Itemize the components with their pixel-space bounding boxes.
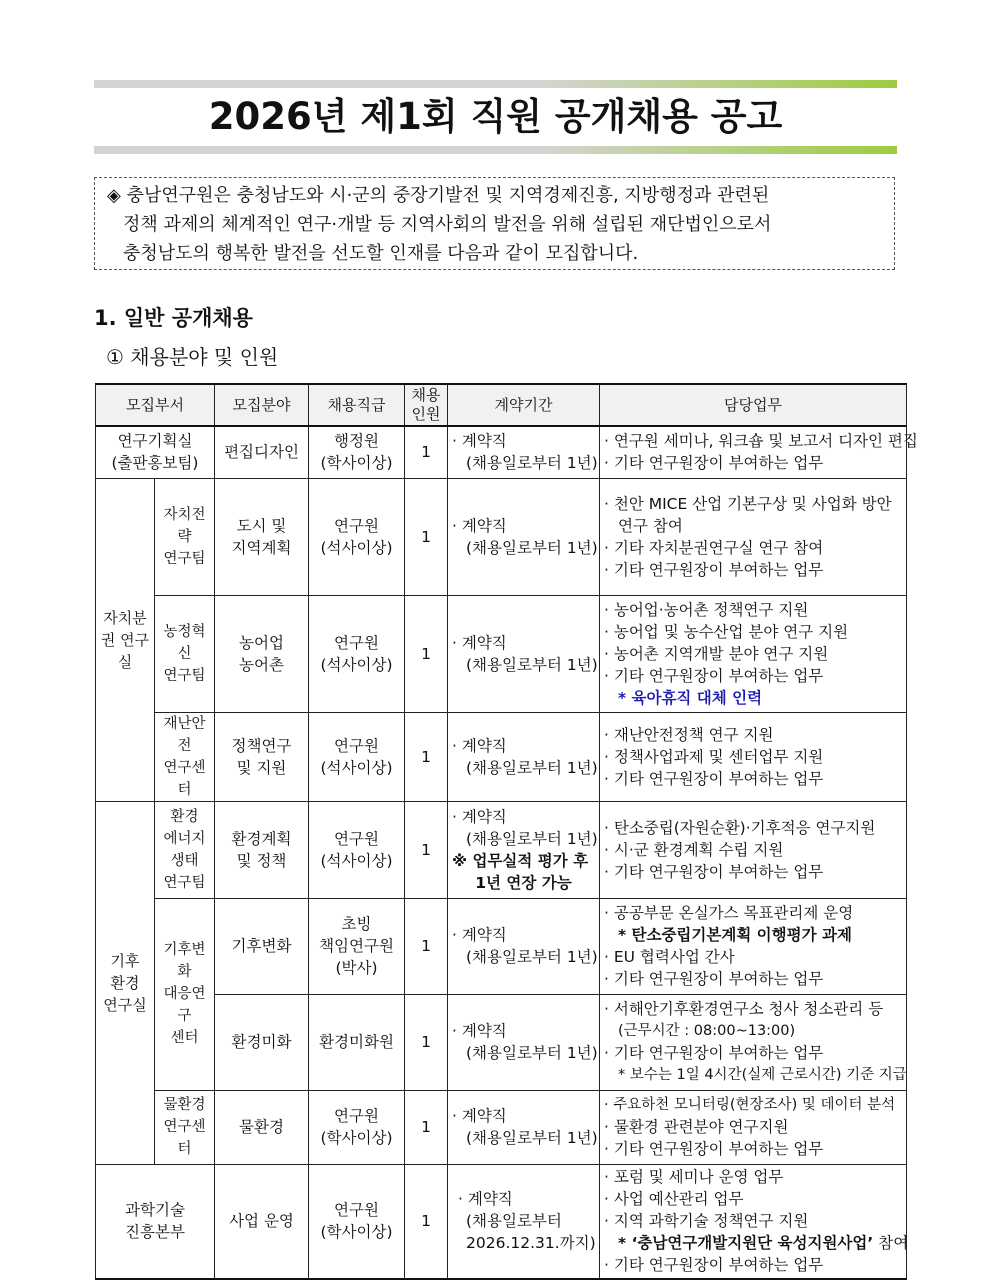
duty-cell <box>600 595 907 712</box>
team-line: 기후변화 <box>163 942 206 980</box>
duty-line: · 시·군 환경계획 수립 지원 <box>604 840 784 859</box>
duty-line: · 기타 연구원장이 부여하는 업무 <box>604 454 824 473</box>
duty-cell <box>600 801 907 898</box>
duty-line: · 기타 연구원장이 부여하는 업무 <box>604 1256 824 1275</box>
duty-line: · 탄소중립(자원순환)·기후적응 연구지원 <box>604 818 876 837</box>
team-line: 센터 <box>170 1030 199 1046</box>
team-line: 연구센터 <box>163 759 206 798</box>
duty-cell <box>600 426 918 478</box>
period-line: (채용일로부터 1년) <box>466 538 598 557</box>
duty-cell <box>600 994 907 1090</box>
count-cell: 1 <box>405 478 448 595</box>
team-line: 자치전략 <box>163 506 206 545</box>
field-cell: 편집디자인 <box>215 426 309 478</box>
duty-cell <box>600 898 907 994</box>
count-cell: 1 <box>405 1164 448 1279</box>
period-cell <box>448 595 600 712</box>
intro-box <box>94 177 895 270</box>
duty-line: · 지역 과학기술 정책연구 지원 <box>604 1212 809 1231</box>
field-cell: 물환경 <box>215 1090 309 1164</box>
duty-note: * 보수는 1일 4시간(실제 근로시간) 기준 지급 <box>618 1067 907 1083</box>
team-line: 농정혁신 <box>163 623 206 662</box>
header-period: 계약기간 <box>448 384 600 426</box>
duty-note-tail: 참여 <box>878 1234 909 1253</box>
duty-cell <box>600 712 907 801</box>
duty-line: · 농어업 및 농수산업 분야 연구 지원 <box>604 622 849 641</box>
period-line: · 계약직 <box>452 807 507 826</box>
intro-line: 충청남도의 행복한 발전을 선도할 인재를 다음과 같이 모집합니다. <box>123 243 639 264</box>
team-line: 연구팀 <box>163 874 206 891</box>
duty-line: · 기타 연구원장이 부여하는 업무 <box>604 666 824 685</box>
period-line: (채용일로부터 1년) <box>466 948 598 966</box>
table-row <box>96 801 907 898</box>
team-cell <box>155 801 215 898</box>
duty-line: · 기타 연구원장이 부여하는 업무 <box>604 862 824 881</box>
header-count-line: 채용 <box>411 386 441 404</box>
period-line: (채용일로부터 1년) <box>466 1044 598 1062</box>
table-header-row <box>96 384 907 426</box>
rank-line: 연구원 <box>334 633 379 652</box>
duty-line: 연구 참여 <box>618 516 683 535</box>
period-line: 2026.12.31.까지) <box>466 1234 596 1253</box>
title-bottom-bar <box>94 146 897 154</box>
period-cell <box>448 801 600 898</box>
count-cell: 1 <box>405 994 448 1090</box>
dept-line: 진흥본부 <box>125 1223 185 1242</box>
table-row <box>96 898 907 994</box>
duty-line: · 물환경 관련분야 연구지원 <box>604 1118 789 1136</box>
period-cell <box>448 478 600 595</box>
group-line: 환경 <box>110 973 140 992</box>
subsection-heading: ① 채용분야 및 인원 <box>106 345 279 369</box>
duty-note <box>604 1232 909 1254</box>
field-line: 정책연구 <box>231 736 292 755</box>
rank-line: 연구원 <box>334 736 379 755</box>
team-cell <box>155 898 215 1090</box>
rank-line: (석사이상) <box>320 538 393 557</box>
field-line: 농어촌 <box>239 655 284 674</box>
header-count <box>405 384 448 426</box>
period-cell <box>448 426 600 478</box>
count-cell: 1 <box>405 426 448 478</box>
period-cell <box>448 1164 600 1279</box>
duty-line: · 기타 연구원장이 부여하는 업무 <box>604 970 824 988</box>
rank-cell <box>309 712 405 801</box>
dept-cell <box>96 426 215 478</box>
header-dept: 모집부서 <box>96 384 215 426</box>
team-line: 대응연구 <box>163 986 206 1024</box>
period-note: 1년 연장 가능 <box>475 873 572 892</box>
team-cell <box>155 712 215 801</box>
duty-line: · 정책사업과제 및 센터업무 지원 <box>604 747 824 766</box>
page-title: 2026년 제1회 직원 공개채용 공고 <box>208 95 783 138</box>
count-cell: 1 <box>405 712 448 801</box>
field-cell <box>215 595 309 712</box>
group-cell <box>96 801 155 1164</box>
dept-cell <box>96 1164 215 1279</box>
rank-cell <box>309 595 405 712</box>
rank-line: (석사이상) <box>320 758 393 777</box>
dept-line: 연구기획실 <box>117 432 193 451</box>
rank-cell <box>309 1090 405 1164</box>
duty-cell <box>600 1164 907 1279</box>
rank-line: (박사) <box>335 959 378 977</box>
field-line: 환경계획 <box>231 829 292 848</box>
duty-line: · 주요하천 모니터링(현장조사) 및 데이터 분석 <box>604 1097 896 1113</box>
recruitment-table <box>95 383 918 1280</box>
duty-line: · 사업 예산관리 업무 <box>604 1190 744 1209</box>
duty-line: · 기타 연구원장이 부여하는 업무 <box>604 1140 824 1158</box>
period-line: · 계약직 <box>458 1190 513 1209</box>
header-field: 모집분야 <box>215 384 309 426</box>
count-cell: 1 <box>405 801 448 898</box>
duty-cell <box>600 478 907 595</box>
group-line: 기후 <box>110 951 140 970</box>
period-line: (채용일로부터 1년) <box>466 655 598 674</box>
team-line: 환경 <box>170 808 199 825</box>
period-line: · 계약직 <box>452 926 507 944</box>
rank-line: (학사이상) <box>320 1223 393 1242</box>
period-line: · 계약직 <box>452 432 507 451</box>
title-top-bar <box>94 80 897 88</box>
team-line: 에너지 <box>163 830 206 847</box>
count-cell: 1 <box>405 595 448 712</box>
period-line: · 계약직 <box>452 516 507 535</box>
period-cell <box>448 994 600 1090</box>
rank-cell <box>309 1164 405 1279</box>
team-cell <box>155 1090 215 1164</box>
table-row <box>96 994 907 1090</box>
dept-line: 과학기술 <box>125 1201 185 1220</box>
period-line: (채용일로부터 <box>466 1212 562 1231</box>
table-row <box>96 1090 907 1164</box>
field-line: 도시 및 <box>236 516 287 535</box>
rank-line: (석사이상) <box>320 655 393 674</box>
field-cell: 기후변화 <box>215 898 309 994</box>
team-line: 재난안전 <box>163 715 206 754</box>
rank-line: 행정원 <box>334 432 379 451</box>
field-cell <box>215 712 309 801</box>
duty-line: · 재난안전정책 연구 지원 <box>604 725 774 744</box>
period-line: · 계약직 <box>452 736 507 755</box>
group-cell <box>96 478 155 801</box>
rank-line: 책임연구원 <box>319 937 394 955</box>
period-cell <box>448 712 600 801</box>
table-row <box>96 712 907 801</box>
duty-line: (근무시간 : 08:00~13:00) <box>618 1023 796 1039</box>
duty-note-bold: * ‘충남연구개발지원단 육성지원사업’ <box>618 1234 874 1253</box>
period-line: (채용일로부터 1년) <box>466 1129 598 1147</box>
team-line: 연구센터 <box>163 1119 206 1157</box>
rank-cell <box>309 478 405 595</box>
rank-line: 초빙 <box>341 915 372 933</box>
rank-line: 연구원 <box>334 516 379 535</box>
rank-cell: 환경미화원 <box>309 994 405 1090</box>
team-cell <box>155 478 215 595</box>
period-note: ※ 업무실적 평가 후 <box>452 851 589 870</box>
count-cell: 1 <box>405 898 448 994</box>
field-line: 및 지원 <box>236 758 287 777</box>
rank-line: (학사이상) <box>320 454 393 473</box>
table-row <box>96 426 907 478</box>
period-line: (채용일로부터 1년) <box>466 758 598 777</box>
table-row <box>96 1164 907 1279</box>
field-cell <box>215 478 309 595</box>
duty-cell <box>600 1090 907 1164</box>
period-line: · 계약직 <box>452 633 507 652</box>
rank-line: (학사이상) <box>320 1129 393 1147</box>
duty-line: · 포럼 및 세미나 운영 업무 <box>604 1168 784 1187</box>
duty-line: · 농어촌 지역개발 분야 연구 지원 <box>604 644 829 663</box>
field-cell: 환경미화 <box>215 994 309 1090</box>
field-line: 지역계획 <box>231 538 292 557</box>
team-line: 연구팀 <box>163 550 206 567</box>
duty-line: · 서해안기후환경연구소 청사 청소관리 등 <box>604 1000 884 1018</box>
duty-line: · EU 협력사업 간사 <box>604 948 735 966</box>
header-duty: 담당업무 <box>600 384 907 426</box>
section-heading: 1. 일반 공개채용 <box>94 306 253 330</box>
period-cell <box>448 898 600 994</box>
rank-cell <box>309 801 405 898</box>
intro-line: ◈ 충남연구원은 충청남도와 시·군의 중장기발전 및 지역경제진흥, 지방행정과 관련된 <box>107 185 770 206</box>
team-cell <box>155 595 215 712</box>
duty-line: · 기타 연구원장이 부여하는 업무 <box>604 1044 824 1062</box>
period-cell <box>448 1090 600 1164</box>
header-rank: 채용직급 <box>309 384 405 426</box>
table-row <box>96 478 907 595</box>
period-line: · 계약직 <box>452 1022 507 1040</box>
header-count-line: 인원 <box>411 405 441 423</box>
team-line: 생태 <box>170 852 199 869</box>
intro-line: 정책 과제의 체계적인 연구·개발 등 지역사회의 발전을 위해 설립된 재단법인으로서 <box>123 214 772 235</box>
team-line: 물환경 <box>163 1097 206 1113</box>
rank-cell <box>309 426 405 478</box>
period-line: (채용일로부터 1년) <box>466 829 598 848</box>
count-cell: 1 <box>405 1090 448 1164</box>
field-cell: 사업 운영 <box>215 1164 309 1279</box>
duty-line: · 농어업·농어촌 정책연구 지원 <box>604 600 809 619</box>
duty-line: · 기타 자치분권연구실 연구 참여 <box>604 538 824 557</box>
duty-line: · 연구원 세미나, 워크숍 및 보고서 디자인 편집 <box>604 432 918 451</box>
duty-note: * 탄소중립기본계획 이행평가 과제 <box>618 926 852 944</box>
group-line: 연구실 <box>103 995 147 1014</box>
duty-line: · 천안 MICE 산업 기본구상 및 사업화 방안 <box>604 494 892 513</box>
group-label: 자치분권 연구실 <box>100 608 150 671</box>
rank-line: 연구원 <box>334 1107 379 1125</box>
rank-cell <box>309 898 405 994</box>
dept-line: (출판홍보팀) <box>111 454 199 473</box>
duty-note: * 육아휴직 대체 인력 <box>618 688 763 707</box>
rank-line: 연구원 <box>334 1201 379 1220</box>
team-line: 연구팀 <box>163 667 206 684</box>
field-cell <box>215 801 309 898</box>
title-banner <box>94 80 897 154</box>
duty-line: · 공공부문 온실가스 목표관리제 운영 <box>604 904 854 922</box>
table-row <box>96 595 907 712</box>
field-line: 및 정책 <box>236 851 287 870</box>
rank-line: (석사이상) <box>320 851 393 870</box>
period-line: (채용일로부터 1년) <box>466 454 598 473</box>
period-line: · 계약직 <box>452 1107 507 1125</box>
rank-line: 연구원 <box>334 829 379 848</box>
duty-line: · 기타 연구원장이 부여하는 업무 <box>604 560 824 579</box>
duty-line: · 기타 연구원장이 부여하는 업무 <box>604 769 824 788</box>
field-line: 농어업 <box>239 633 284 652</box>
